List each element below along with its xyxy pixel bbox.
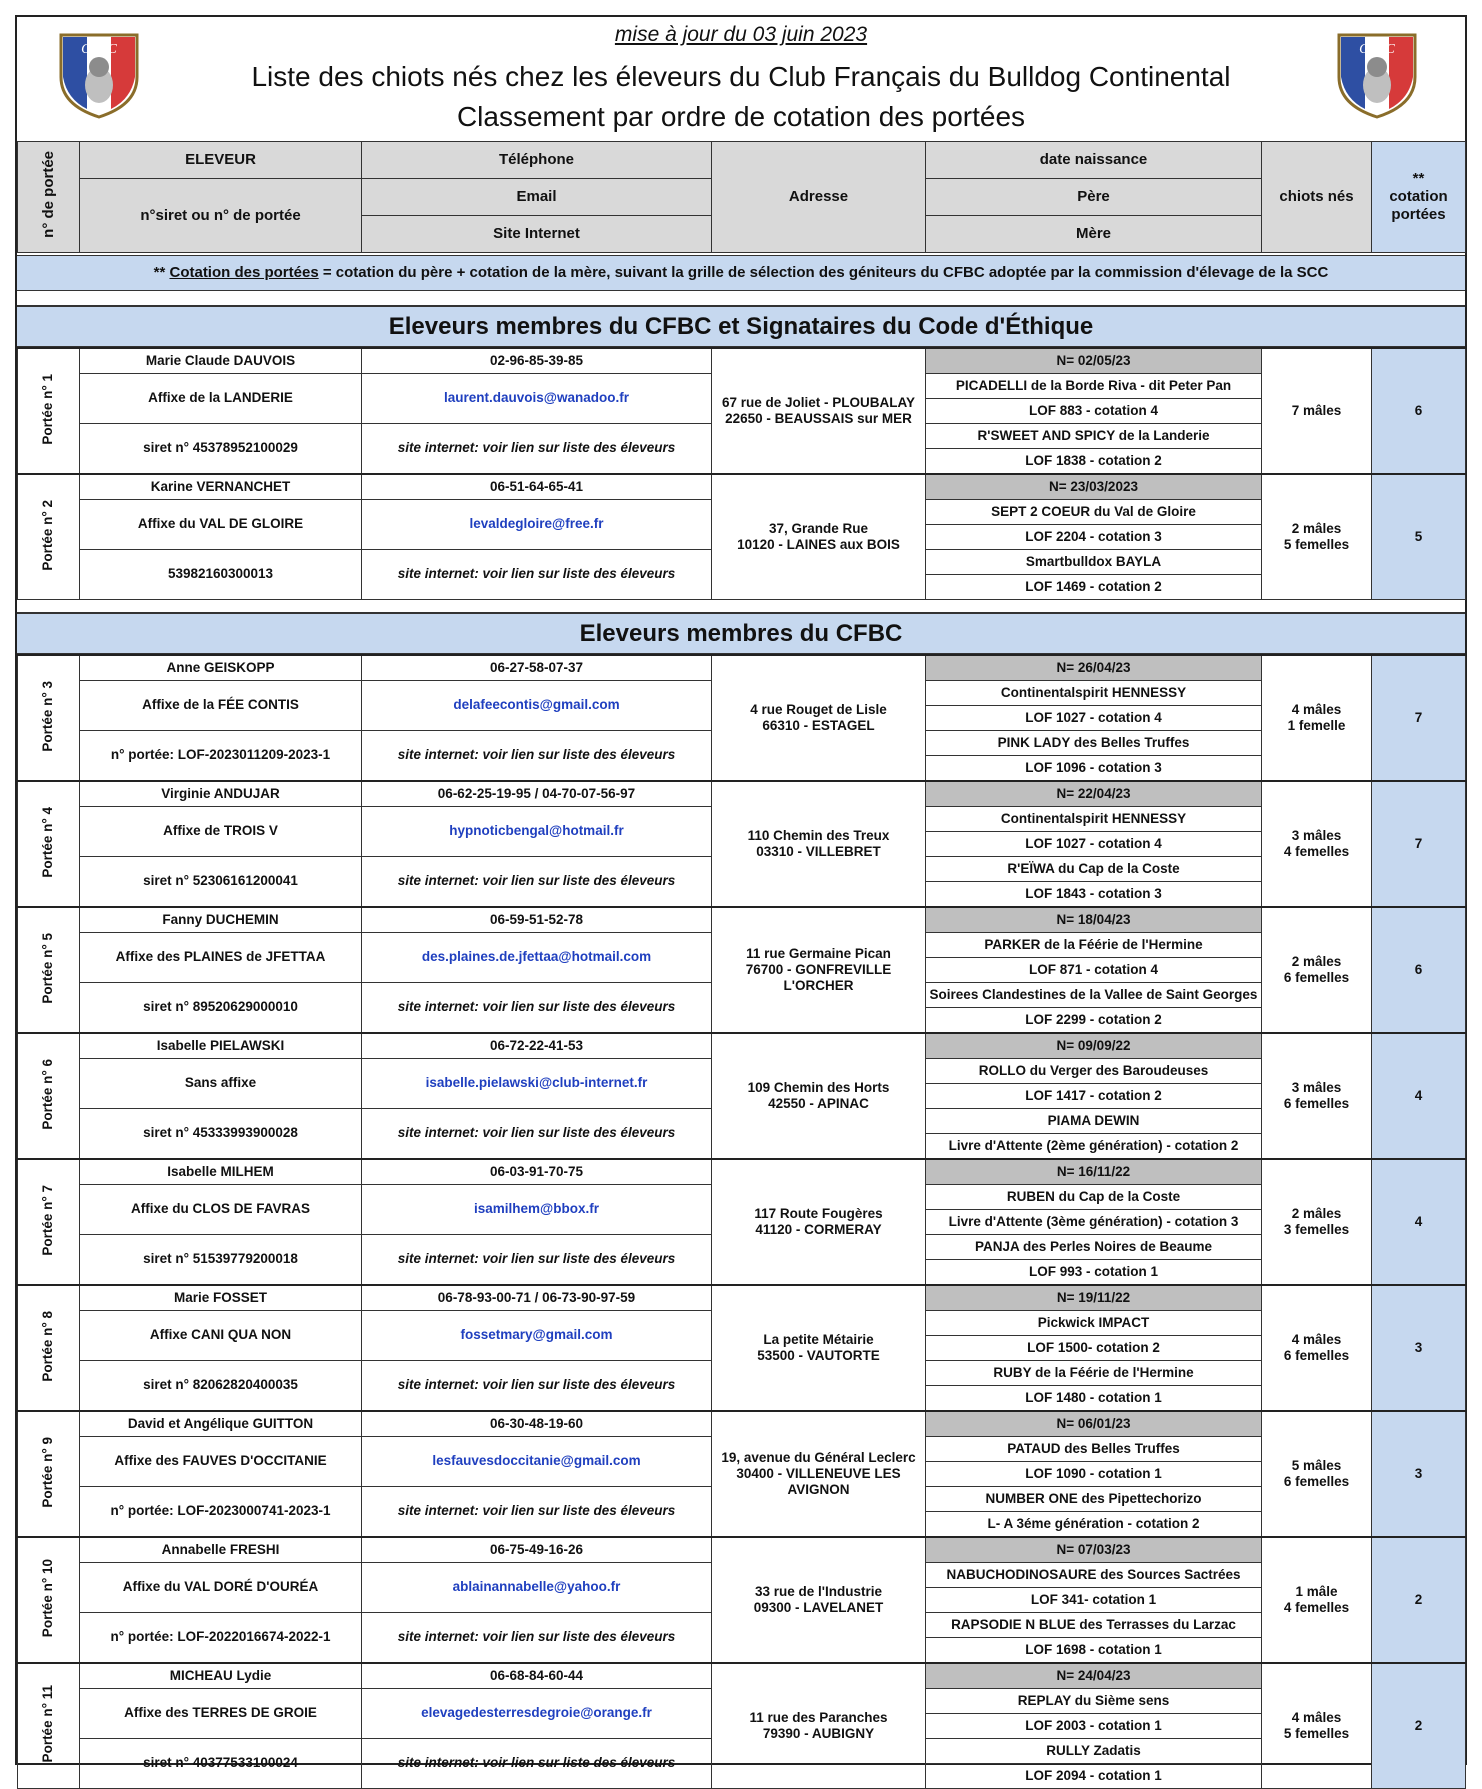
puppies-males: 2 mâles: [1291, 1205, 1342, 1221]
col-date: date naissance: [926, 142, 1262, 179]
dam-lof: LOF 1096 - cotation 3: [926, 756, 1262, 782]
sire-lof: LOF 1090 - cotation 1: [926, 1462, 1262, 1487]
litter-cotation: 3: [1372, 1285, 1466, 1411]
breeder-affixe: Affixe de la FÉE CONTIS: [80, 681, 362, 731]
birth-date: N= 02/05/23: [926, 348, 1262, 374]
breeder-siret: siret n° 51539779200018: [80, 1235, 362, 1286]
col-siret: n°siret ou n° de portée: [80, 179, 362, 253]
litter-number-label: Portée n° 10: [40, 1558, 56, 1637]
puppies-born: [1262, 474, 1372, 600]
litter-number: [18, 1663, 80, 1789]
puppies-females: 1 femelle: [1287, 718, 1346, 733]
dam-name: RAPSODIE N BLUE des Terrasses du Larzac: [926, 1613, 1262, 1638]
litter-row: [18, 907, 1466, 933]
column-header-table: [17, 141, 1466, 253]
litter-number: [18, 1159, 80, 1285]
breeder-website: site internet: voir lien sur liste des éleveurs: [362, 1487, 712, 1538]
litter-number-label: Portée n° 11: [40, 1685, 56, 1763]
col-site: Site Internet: [362, 216, 712, 253]
breeder-affixe: Affixe du VAL DE GLOIRE: [80, 500, 362, 550]
puppies-males: 3 mâles: [1291, 1079, 1342, 1095]
litter-number: [18, 1033, 80, 1159]
litter-cotation: 6: [1372, 907, 1466, 1033]
dam-lof: Livre d'Attente (2ème génération) - cotation 2: [926, 1134, 1262, 1160]
breeder-email-link[interactable]: levaldegloire@free.fr: [362, 500, 712, 550]
puppies-females: 6 femelles: [1283, 1474, 1350, 1489]
litter-number-label: Portée n° 4: [40, 806, 56, 878]
breeder-siret: siret n° 45333993900028: [80, 1109, 362, 1160]
litter-cotation: 5: [1372, 474, 1466, 600]
breeder-website: site internet: voir lien sur liste des éleveurs: [362, 1613, 712, 1664]
breeder-email-link[interactable]: isabelle.pielawski@club-internet.fr: [362, 1059, 712, 1109]
address-line-1: 11 rue des Paranches: [749, 1709, 888, 1725]
sire-name: REPLAY du Sième sens: [926, 1689, 1262, 1714]
breeder-email-link[interactable]: fossetmary@gmail.com: [362, 1311, 712, 1361]
breeder-affixe: Sans affixe: [80, 1059, 362, 1109]
col-cotation: ** cotation portées: [1372, 142, 1466, 253]
breeder-website: site internet: voir lien sur liste des éleveurs: [362, 1109, 712, 1160]
litter-number: [18, 474, 80, 600]
dam-lof: LOF 993 - cotation 1: [926, 1260, 1262, 1286]
breeder-phone: 02-96-85-39-85: [362, 348, 712, 374]
col-email: Email: [362, 179, 712, 216]
puppies-females: 6 femelles: [1283, 970, 1350, 985]
breeder-email-link[interactable]: lesfauvesdoccitanie@gmail.com: [362, 1437, 712, 1487]
sire-name: RUBEN du Cap de la Coste: [926, 1185, 1262, 1210]
breeder-email-link[interactable]: laurent.dauvois@wanadoo.fr: [362, 374, 712, 424]
address-line-1: 37, Grande Rue: [768, 520, 869, 536]
sire-lof: LOF 1027 - cotation 4: [926, 832, 1262, 857]
breeder-name: MICHEAU Lydie: [80, 1663, 362, 1689]
puppies-females: 3 femelles: [1283, 1222, 1350, 1237]
breeder-phone: 06-27-58-07-37: [362, 655, 712, 681]
dam-name: RUBY de la Féérie de l'Hermine: [926, 1361, 1262, 1386]
logo-text-left: CFBC: [81, 42, 117, 57]
address-line-2: 22650 - BEAUSSAIS sur MER: [725, 411, 912, 426]
dam-lof: LOF 1480 - cotation 1: [926, 1386, 1262, 1412]
dam-name: Smartbulldox BAYLA: [926, 550, 1262, 575]
puppies-born: [1262, 1159, 1372, 1285]
breeder-phone: 06-62-25-19-95 / 04-70-07-56-97: [362, 781, 712, 807]
birth-date: N= 23/03/2023: [926, 474, 1262, 500]
sire-name: Continentalspirit HENNESSY: [926, 681, 1262, 706]
puppies-females: 6 femelles: [1283, 1348, 1350, 1363]
section-heading-members: Eleveurs membres du CFBC: [17, 612, 1465, 654]
litter-row: [18, 1159, 1466, 1185]
breeder-address: [712, 1285, 926, 1411]
birth-date: N= 18/04/23: [926, 907, 1262, 933]
col-chiots: chiots nés: [1262, 142, 1372, 253]
puppies-females: 5 femelles: [1283, 1726, 1350, 1741]
breeder-name: David et Angélique GUITTON: [80, 1411, 362, 1437]
dam-lof: LOF 2299 - cotation 2: [926, 1008, 1262, 1034]
page-title: Liste des chiots nés chez les éleveurs du Club Français du Bulldog Continental: [251, 61, 1231, 92]
puppies-born: [1262, 1663, 1372, 1789]
breeder-siret: n° portée: LOF-2022016674-2022-1: [80, 1613, 362, 1664]
breeder-affixe: Affixe des TERRES DE GROIE: [80, 1689, 362, 1739]
title-block: [17, 17, 1465, 143]
breeder-address: [712, 348, 926, 474]
sire-lof: LOF 341- cotation 1: [926, 1588, 1262, 1613]
breeder-website: site internet: voir lien sur liste des éleveurs: [362, 857, 712, 908]
sire-lof: Livre d'Attente (3ème génération) - cotation 3: [926, 1210, 1262, 1235]
breeder-website: site internet: voir lien sur liste des éleveurs: [362, 1361, 712, 1412]
litter-row: [18, 1285, 1466, 1311]
litter-number: [18, 1537, 80, 1663]
puppies-males: 2 mâles: [1291, 953, 1342, 969]
litter-row: [18, 1033, 1466, 1059]
sire-name: Pickwick IMPACT: [926, 1311, 1262, 1336]
breeder-phone: 06-75-49-16-26: [362, 1537, 712, 1563]
dam-name: Soirees Clandestines de la Vallee de Saint Georges: [926, 983, 1262, 1008]
address-line-2: 79390 - AUBIGNY: [762, 1726, 875, 1741]
breeder-website: site internet: voir lien sur liste des éleveurs: [362, 1739, 712, 1789]
litter-cotation: 7: [1372, 781, 1466, 907]
breeder-email-link[interactable]: ablainannabelle@yahoo.fr: [362, 1563, 712, 1613]
puppies-males: 7 mâles: [1291, 402, 1342, 418]
address-line-1: 117 Route Fougères: [754, 1205, 883, 1221]
litter-row: [18, 1411, 1466, 1437]
puppies-born: [1262, 1537, 1372, 1663]
sire-name: ROLLO du Verger des Baroudeuses: [926, 1059, 1262, 1084]
puppies-males: 4 mâles: [1291, 1331, 1342, 1347]
breeder-siret: siret n° 40377533100024: [80, 1739, 362, 1789]
breeder-name: Isabelle PIELAWSKI: [80, 1033, 362, 1059]
litter-cotation: 7: [1372, 655, 1466, 781]
litter-number: [18, 348, 80, 474]
litters-table-members: [17, 654, 1466, 1789]
sire-name: NABUCHODINOSAURE des Sources Sactrées: [926, 1563, 1262, 1588]
breeder-name: Fanny DUCHEMIN: [80, 907, 362, 933]
litter-row: [18, 474, 1466, 500]
breeder-siret: siret n° 45378952100029: [80, 424, 362, 475]
birth-date: N= 09/09/22: [926, 1033, 1262, 1059]
breeder-email-link[interactable]: delafeecontis@gmail.com: [362, 681, 712, 731]
litter-number-label: Portée n° 2: [40, 499, 56, 571]
sire-lof: LOF 2204 - cotation 3: [926, 525, 1262, 550]
breeder-address: [712, 1033, 926, 1159]
dam-name: RULLY Zadatis: [926, 1739, 1262, 1764]
breeder-name: Isabelle MILHEM: [80, 1159, 362, 1185]
puppies-born: [1262, 655, 1372, 781]
breeder-website: site internet: voir lien sur liste des éleveurs: [362, 983, 712, 1034]
litter-number-label: Portée n° 9: [40, 1436, 56, 1508]
breeder-email-link[interactable]: isamilhem@bbox.fr: [362, 1185, 712, 1235]
puppies-males: 3 mâles: [1291, 827, 1342, 843]
breeder-siret: siret n° 52306161200041: [80, 857, 362, 908]
breeder-affixe: Affixe de TROIS V: [80, 807, 362, 857]
address-line-1: 109 Chemin des Horts: [747, 1079, 890, 1095]
breeder-siret: 53982160300013: [80, 550, 362, 600]
sire-lof: LOF 883 - cotation 4: [926, 399, 1262, 424]
puppies-males: 4 mâles: [1291, 1709, 1342, 1725]
breeder-phone: 06-51-64-65-41: [362, 474, 712, 500]
birth-date: N= 19/11/22: [926, 1285, 1262, 1311]
birth-date: N= 22/04/23: [926, 781, 1262, 807]
litter-number-label: Portée n° 7: [40, 1184, 56, 1256]
litter-number: [18, 1285, 80, 1411]
breeder-affixe: Affixe des PLAINES de JFETTAA: [80, 933, 362, 983]
dam-name: R'EÏWA du Cap de la Coste: [926, 857, 1262, 882]
litter-number-label: Portée n° 5: [40, 932, 56, 1004]
dam-name: PINK LADY des Belles Truffes: [926, 731, 1262, 756]
dam-lof: LOF 1838 - cotation 2: [926, 449, 1262, 475]
breeder-email-link[interactable]: hypnoticbengal@hotmail.fr: [362, 807, 712, 857]
breeder-siret: n° portée: LOF-2023011209-2023-1: [80, 731, 362, 782]
address-line-1: 11 rue Germaine Pican: [746, 945, 891, 961]
litter-cotation: 4: [1372, 1033, 1466, 1159]
puppies-born: [1262, 1285, 1372, 1411]
dam-lof: L- A 3éme génération - cotation 2: [926, 1512, 1262, 1538]
sire-name: Continentalspirit HENNESSY: [926, 807, 1262, 832]
cfbc-logo-right: [1335, 29, 1419, 119]
col-portee: n° de portée: [18, 142, 80, 253]
breeder-address: [712, 1411, 926, 1537]
birth-date: N= 06/01/23: [926, 1411, 1262, 1437]
puppies-males: 2 mâles: [1291, 520, 1342, 536]
litter-row: [18, 781, 1466, 807]
litter-number: [18, 1411, 80, 1537]
breeder-name: Annabelle FRESHI: [80, 1537, 362, 1563]
address-line-1: 19, avenue du Général Leclerc: [721, 1449, 916, 1465]
address-line-1: La petite Métairie: [763, 1331, 874, 1347]
breeder-address: [712, 1663, 926, 1789]
litter-number: [18, 655, 80, 781]
breeder-affixe: Affixe CANI QUA NON: [80, 1311, 362, 1361]
litter-number-label: Portée n° 3: [40, 680, 56, 752]
breeder-name: Karine VERNANCHET: [80, 474, 362, 500]
breeder-website: site internet: voir lien sur liste des éleveurs: [362, 731, 712, 782]
litter-number: [18, 907, 80, 1033]
address-line-2: 09300 - LAVELANET: [753, 1600, 884, 1615]
puppies-born: [1262, 1033, 1372, 1159]
update-date: mise à jour du 03 juin 2023: [614, 23, 868, 46]
puppies-males: 4 mâles: [1291, 701, 1342, 717]
breeder-email-link[interactable]: elevagedesterresdegroie@orange.fr: [362, 1689, 712, 1739]
breeder-affixe: Affixe de la LANDERIE: [80, 374, 362, 424]
dam-lof: LOF 2094 - cotation 1: [926, 1764, 1262, 1789]
breeder-website: site internet: voir lien sur liste des éleveurs: [362, 550, 712, 600]
breeder-address: [712, 907, 926, 1033]
breeder-name: Marie FOSSET: [80, 1285, 362, 1311]
col-mere: Mère: [926, 216, 1262, 253]
breeder-name: Anne GEISKOPP: [80, 655, 362, 681]
litter-row: [18, 1663, 1466, 1689]
breeder-phone: 06-03-91-70-75: [362, 1159, 712, 1185]
puppies-females: 4 femelles: [1283, 1600, 1350, 1615]
address-line-2: 30400 - VILLENEUVE LES AVIGNON: [736, 1465, 901, 1498]
breeder-siret: n° portée: LOF-2023000741-2023-1: [80, 1487, 362, 1538]
breeder-phone: 06-72-22-41-53: [362, 1033, 712, 1059]
breeder-name: Virginie ANDUJAR: [80, 781, 362, 807]
cotation-note-term: Cotation des portées: [169, 264, 319, 281]
litter-number: [18, 781, 80, 907]
page-subtitle: Classement par ordre de cotation des portées: [456, 101, 1026, 132]
breeder-name: Marie Claude DAUVOIS: [80, 348, 362, 374]
address-line-1: 33 rue de l'Industrie: [755, 1583, 882, 1599]
litter-number-label: Portée n° 1: [40, 373, 56, 445]
puppies-males: 5 mâles: [1291, 1457, 1342, 1473]
puppies-females: 5 femelles: [1283, 537, 1350, 552]
dam-lof: LOF 1843 - cotation 3: [926, 882, 1262, 908]
litter-cotation: 6: [1372, 348, 1466, 474]
address-line-1: 110 Chemin des Treux: [747, 827, 890, 843]
address-line-1: 67 rue de Joliet - PLOUBALAY: [721, 394, 916, 410]
litter-cotation: 4: [1372, 1159, 1466, 1285]
dam-lof: LOF 1469 - cotation 2: [926, 575, 1262, 600]
breeder-website: site internet: voir lien sur liste des éleveurs: [362, 1235, 712, 1286]
address-line-2: 10120 - LAINES aux BOIS: [737, 537, 900, 552]
sire-lof: LOF 1500- cotation 2: [926, 1336, 1262, 1361]
sire-lof: LOF 1417 - cotation 2: [926, 1084, 1262, 1109]
birth-date: N= 24/04/23: [926, 1663, 1262, 1689]
dam-lof: LOF 1698 - cotation 1: [926, 1638, 1262, 1664]
breeder-siret: siret n° 89520629000010: [80, 983, 362, 1034]
litter-row: [18, 348, 1466, 374]
breeder-phone: 06-59-51-52-78: [362, 907, 712, 933]
breeder-address: [712, 781, 926, 907]
litter-row: [18, 1537, 1466, 1563]
address-line-2: 42550 - APINAC: [768, 1096, 869, 1111]
puppies-born: [1262, 348, 1372, 474]
sire-lof: LOF 871 - cotation 4: [926, 958, 1262, 983]
dam-name: PIAMA DEWIN: [926, 1109, 1262, 1134]
cotation-note: ** Cotation des portées = cotation du père + cotation de la mère, suivant la grille de sélection des géniteurs du CFBC adoptée par la commission d'élevage de la SCC: [17, 255, 1465, 291]
address-line-2: 76700 - GONFREVILLE L'ORCHER: [745, 961, 892, 994]
address-line-2: 53500 - VAUTORTE: [757, 1348, 880, 1363]
litters-table-ethics: [17, 347, 1466, 600]
dam-name: PANJA des Perles Noires de Beaume: [926, 1235, 1262, 1260]
sire-lof: LOF 2003 - cotation 1: [926, 1714, 1262, 1739]
section-heading-ethics: Eleveurs membres du CFBC et Signataires du Code d'Éthique: [17, 305, 1465, 347]
litter-number-label: Portée n° 8: [40, 1310, 56, 1382]
col-adresse: Adresse: [712, 142, 926, 253]
litter-number-label: Portée n° 6: [40, 1058, 56, 1130]
birth-date: N= 26/04/23: [926, 655, 1262, 681]
breeder-phone: 06-68-84-60-44: [362, 1663, 712, 1689]
litter-cotation: 3: [1372, 1411, 1466, 1537]
address-line-2: 03310 - VILLEBRET: [756, 844, 881, 859]
col-eleveur: ELEVEUR: [80, 142, 362, 179]
col-pere: Père: [926, 179, 1262, 216]
breeder-address: [712, 1537, 926, 1663]
address-line-2: 41120 - CORMERAY: [755, 1222, 882, 1237]
puppies-males: 1 mâle: [1295, 1583, 1338, 1599]
breeder-phone: 06-30-48-19-60: [362, 1411, 712, 1437]
sire-name: PATAUD des Belles Truffes: [926, 1437, 1262, 1462]
sire-name: PARKER de la Féérie de l'Hermine: [926, 933, 1262, 958]
breeder-website: site internet: voir lien sur liste des éleveurs: [362, 424, 712, 475]
puppies-females: 6 femelles: [1283, 1096, 1350, 1111]
dam-name: R'SWEET AND SPICY de la Landerie: [926, 424, 1262, 449]
breeder-email-link[interactable]: des.plaines.de.jfettaa@hotmail.com: [362, 933, 712, 983]
dam-name: NUMBER ONE des Pipettechorizo: [926, 1487, 1262, 1512]
breeder-address: [712, 655, 926, 781]
sire-lof: LOF 1027 - cotation 4: [926, 706, 1262, 731]
puppies-born: [1262, 781, 1372, 907]
breeder-siret: siret n° 82062820400035: [80, 1361, 362, 1412]
litter-list-sheet: [15, 15, 1467, 1783]
breeder-affixe: Affixe du CLOS DE FAVRAS: [80, 1185, 362, 1235]
litter-row: [18, 655, 1466, 681]
puppies-females: 4 femelles: [1283, 844, 1350, 859]
litter-cotation: 2: [1372, 1537, 1466, 1663]
breeder-affixe: Affixe du VAL DORÉ D'OURÉA: [80, 1563, 362, 1613]
breeder-address: [712, 1159, 926, 1285]
breeder-phone: 06-78-93-00-71 / 06-73-90-97-59: [362, 1285, 712, 1311]
sire-name: SEPT 2 COEUR du Val de Gloire: [926, 500, 1262, 525]
puppies-born: [1262, 1411, 1372, 1537]
address-line-2: 66310 - ESTAGEL: [762, 718, 875, 733]
birth-date: N= 07/03/23: [926, 1537, 1262, 1563]
col-telephone: Téléphone: [362, 142, 712, 179]
birth-date: N= 16/11/22: [926, 1159, 1262, 1185]
logo-text-right: CFBC: [1359, 42, 1395, 57]
sire-name: PICADELLI de la Borde Riva - dit Peter Pan: [926, 374, 1262, 399]
breeder-address: [712, 474, 926, 600]
litter-cotation: 2: [1372, 1663, 1466, 1789]
address-line-1: 4 rue Rouget de Lisle: [750, 701, 887, 717]
puppies-born: [1262, 907, 1372, 1033]
breeder-affixe: Affixe des FAUVES D'OCCITANIE: [80, 1437, 362, 1487]
